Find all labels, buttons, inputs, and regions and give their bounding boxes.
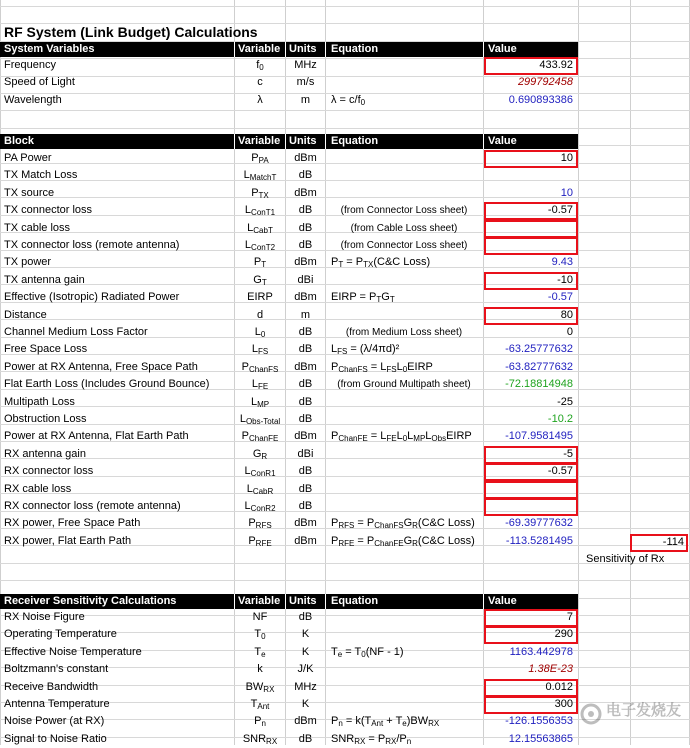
block-row-label: RX cable loss <box>4 483 72 495</box>
system-row-variable: c <box>257 76 263 88</box>
system-row-value: 299792458 <box>517 76 573 88</box>
system-row-unit: MHz <box>294 59 317 71</box>
receiver-sensitivity-header <box>0 594 578 609</box>
block-row-value: -107.9581495 <box>505 430 573 442</box>
block-row-variable: $L_{ConR2}$ <box>244 500 276 513</box>
block-row-label: RX power, Free Space Path <box>4 517 141 529</box>
receiver-row-value[interactable]: 0.012 <box>545 681 573 693</box>
header-equation: Equation <box>331 595 379 607</box>
block-row-unit: dBm <box>294 361 317 373</box>
block-row-variable: $L_{Obs-Total}$ <box>239 413 281 426</box>
receiver-row-label: Antenna Temperature <box>4 698 110 710</box>
receiver-row-unit: K <box>301 646 310 658</box>
receiver-row-value: -126.1556353 <box>505 715 573 727</box>
block-row-label: Free Space Loss <box>4 343 88 355</box>
block-row-variable: $P_{ChanFE}$ <box>241 430 279 443</box>
block-row-label: PA Power <box>4 152 52 164</box>
block-row-label: RX connector loss (remote antenna) <box>4 500 181 512</box>
block-row-equation <box>331 185 481 202</box>
header-value: Value <box>488 595 517 607</box>
watermark-text: 电子发烧友 <box>606 702 682 719</box>
receiver-row-unit: dB <box>298 733 313 745</box>
system-row-label: Wavelength <box>4 94 62 106</box>
receiver-row-equation: $SNR_{RX} = P_{RX}/P_n$ <box>331 733 412 746</box>
block-row-unit: dB <box>298 204 313 216</box>
system-row-label: Frequency <box>4 59 56 71</box>
block-row-equation <box>331 463 481 480</box>
receiver-row-value[interactable]: 300 <box>554 698 573 710</box>
receiver-row-variable: $BW_{RX}$ <box>245 681 275 694</box>
block-row-label: TX power <box>4 256 52 268</box>
header-equation: Equation <box>331 135 379 147</box>
block-row-variable: $P_{ChanFS}$ <box>241 361 279 374</box>
block-row-unit: dB <box>298 378 313 390</box>
block-row-label: RX antenna gain <box>4 448 86 460</box>
header-units: Units <box>289 595 317 607</box>
block-row-value[interactable] <box>484 498 573 515</box>
header-section: System Variables <box>4 43 95 55</box>
header-value: Value <box>488 43 517 55</box>
block-row-variable: $G_T$ <box>253 274 267 287</box>
sensitivity-label: Sensitivity of Rx <box>586 553 665 565</box>
receiver-row-equation: $T_e = T_0(NF - 1)$ <box>331 646 404 659</box>
receiver-row-unit: J/K <box>297 663 314 675</box>
sheet-title: RF System (Link Budget) Calculations <box>4 24 258 40</box>
block-row-variable: $P_{TX}$ <box>251 187 269 200</box>
receiver-row-variable: $SNR_{RX}$ <box>242 733 278 746</box>
block-row-variable: $G_R$ <box>252 448 268 461</box>
header-units: Units <box>289 43 317 55</box>
receiver-row-value: 1.38E-23 <box>528 663 573 675</box>
system-row-equation <box>331 74 481 91</box>
block-row-variable: $L_{ConR1}$ <box>244 465 276 478</box>
block-row-equation: (from Connector Loss sheet) <box>340 205 468 216</box>
block-row-unit: dB <box>298 396 313 408</box>
receiver-row-variable: $T_e$ <box>254 646 266 659</box>
block-row-variable: $P_{PA}$ <box>251 152 269 165</box>
receiver-row-label: Noise Power (at RX) <box>4 715 105 727</box>
block-row-unit: dBm <box>294 535 317 547</box>
block-row-variable: $L_{ConT2}$ <box>244 239 276 252</box>
sensitivity-value[interactable]: -114 <box>662 536 684 548</box>
receiver-row-variable: $T_0$ <box>254 628 266 641</box>
receiver-row-value[interactable]: 7 <box>566 611 573 623</box>
block-row-unit: dBi <box>297 448 314 460</box>
block-row-label: Channel Medium Loss Factor <box>4 326 148 338</box>
receiver-row-label: Effective Noise Temperature <box>4 646 142 658</box>
system-row-value[interactable]: 433.92 <box>539 59 573 71</box>
block-row-unit: dB <box>298 239 313 251</box>
block-row-value: 9.43 <box>551 256 573 268</box>
block-row-value[interactable] <box>484 481 573 498</box>
block-row-label: TX connector loss (remote antenna) <box>4 239 180 251</box>
block-row-value[interactable]: -0.57 <box>547 204 573 216</box>
block-row-value: -63.82777632 <box>505 361 573 373</box>
block-row-unit: dB <box>298 169 313 181</box>
block-row-variable: $P_{RFE}$ <box>248 535 272 548</box>
block-row-equation: $P_{RFE}$ = $P_{ChanFE}G_R(C\&C$ Loss) <box>331 535 475 548</box>
receiver-row-value: 12.15563865 <box>508 733 573 745</box>
block-row-equation <box>331 481 481 498</box>
receiver-row-equation <box>331 609 481 626</box>
receiver-row-label: Boltzmann's constant <box>4 663 109 675</box>
block-row-label: TX connector loss <box>4 204 93 216</box>
block-row-equation: $L_{FS} = (\lambda/4\pi d)^2$ <box>331 343 400 356</box>
block-row-equation <box>331 150 481 167</box>
block-row-unit: dB <box>298 413 313 425</box>
block-row-value: 0 <box>566 326 573 338</box>
block-row-unit: dBm <box>294 430 317 442</box>
block-row-label: TX Match Loss <box>4 169 78 181</box>
system-row-value: 0.690893386 <box>508 94 573 106</box>
block-row-variable: d <box>256 309 264 321</box>
block-row-value[interactable]: -10 <box>557 274 573 286</box>
block-row-unit: dB <box>298 343 313 355</box>
block-row-equation: (from Medium Loss sheet) <box>345 327 463 338</box>
block-row-equation <box>331 307 481 324</box>
block-row-label: Power at RX Antenna, Flat Earth Path <box>4 430 189 442</box>
block-row-label: TX source <box>4 187 55 199</box>
block-row-label: Power at RX Antenna, Free Space Path <box>4 361 198 373</box>
block-row-unit: dBm <box>294 187 317 199</box>
block-row-value: -113.5281495 <box>505 535 573 547</box>
block-row-variable: $P_{RFS}$ <box>248 517 272 530</box>
receiver-row-equation <box>331 661 481 678</box>
block-row-label: Obstruction Loss <box>4 413 87 425</box>
block-row-unit: dBm <box>294 291 317 303</box>
block-row-value: 10 <box>560 187 573 199</box>
block-row-variable: $L_{ConT1}$ <box>244 204 276 217</box>
block-row-unit: dB <box>298 500 313 512</box>
receiver-row-label: Signal to Noise Ratio <box>4 733 107 745</box>
system-row-label: Speed of Light <box>4 76 75 88</box>
block-row-unit: dB <box>298 222 313 234</box>
block-row-equation: (from Cable Loss sheet) <box>350 223 458 234</box>
block-row-label: TX antenna gain <box>4 274 85 286</box>
block-row-unit: dB <box>298 465 313 477</box>
block-row-unit: dB <box>298 326 313 338</box>
receiver-row-equation <box>331 626 481 643</box>
block-row-label: Multipath Loss <box>4 396 75 408</box>
block-row-value[interactable] <box>484 220 573 237</box>
block-row-equation <box>331 272 481 289</box>
header-units: Units <box>289 135 317 147</box>
block-row-value: -63.25777632 <box>505 343 573 355</box>
block-row-unit: dBm <box>294 256 317 268</box>
system-variables-header <box>0 42 578 57</box>
block-header <box>0 134 578 149</box>
receiver-row-variable: $P_n$ <box>254 715 266 728</box>
block-row-unit: m <box>300 309 311 321</box>
receiver-row-variable: $T_{Ant}$ <box>250 698 270 711</box>
receiver-row-equation <box>331 696 481 713</box>
receiver-row-unit: K <box>301 698 310 710</box>
header-value: Value <box>488 135 517 147</box>
block-row-unit: dBi <box>297 274 314 286</box>
block-row-value: -72.18814948 <box>505 378 573 390</box>
block-row-variable: $L_{FE}$ <box>251 378 269 391</box>
system-row-unit: m <box>300 94 311 106</box>
header-section: Block <box>4 135 34 147</box>
block-row-variable: $P_T$ <box>253 256 267 269</box>
block-row-equation: $P_{ChanFE}$ = $L_{FE}L_0L_{MP}L_{Obs}EIRP$ <box>331 430 472 443</box>
block-row-unit: dBm <box>294 517 317 529</box>
receiver-row-unit: dB <box>298 611 313 623</box>
system-row-variable: $f_0$ <box>256 59 264 72</box>
block-row-equation: (from Connector Loss sheet) <box>340 240 468 251</box>
header-variable: Variable <box>238 135 281 147</box>
block-row-equation <box>331 167 481 184</box>
block-row-variable: $L_{MP}$ <box>250 396 270 409</box>
block-row-variable: $L_{CabT}$ <box>247 222 273 235</box>
block-row-label: TX cable loss <box>4 222 71 234</box>
block-row-value: -0.57 <box>547 291 573 303</box>
block-row-equation: EIRP = $P_TG_T$ <box>331 291 395 304</box>
receiver-row-label: Receive Bandwidth <box>4 681 99 693</box>
block-row-variable: $L_0$ <box>254 326 266 339</box>
receiver-row-value[interactable]: 290 <box>554 628 573 640</box>
system-row-equation: $\lambda = c/f_0$ <box>331 94 366 107</box>
receiver-row-unit: K <box>301 628 310 640</box>
block-row-value[interactable]: -5 <box>563 448 573 460</box>
system-row-equation <box>331 57 481 74</box>
receiver-row-variable: NF <box>252 611 268 623</box>
block-row-value: -25 <box>557 396 573 408</box>
block-row-equation: (from Ground Multipath sheet) <box>337 379 471 390</box>
block-row-variable: $L_{MatchT}$ <box>243 169 277 182</box>
system-row-variable: λ <box>257 94 263 106</box>
block-row-value <box>484 167 573 184</box>
header-variable: Variable <box>238 595 281 607</box>
block-row-equation: $P_{ChanFS}$ = $L_{FS}L_0EIRP$ <box>331 361 433 374</box>
receiver-row-equation <box>331 679 481 696</box>
block-row-variable: EIRP <box>247 291 273 303</box>
block-row-label: Effective (Isotropic) Radiated Power <box>4 291 180 303</box>
block-row-equation: $P_{RFS}$ = $P_{ChanFS}G_R(C\&C$ Loss) <box>331 517 475 530</box>
receiver-row-equation: $P_n = k(T_{Ant} + T_e)BW_{RX}$ <box>331 715 440 728</box>
header-variable: Variable <box>238 43 281 55</box>
block-row-value[interactable]: 10 <box>560 152 573 164</box>
receiver-row-variable: k <box>257 663 263 675</box>
block-row-value[interactable]: 80 <box>560 309 573 321</box>
block-row-label: RX connector loss <box>4 465 94 477</box>
block-row-variable: $L_{FS}$ <box>251 343 269 356</box>
block-row-value[interactable]: -0.57 <box>547 465 573 477</box>
block-row-label: Flat Earth Loss (Includes Ground Bounce) <box>4 378 210 390</box>
receiver-row-unit: dBm <box>294 715 317 727</box>
block-row-value[interactable] <box>484 237 573 254</box>
block-row-unit: dBm <box>294 152 317 164</box>
block-row-label: RX power, Flat Earth Path <box>4 535 132 547</box>
block-row-label: Distance <box>4 309 47 321</box>
receiver-row-unit: MHz <box>294 681 317 693</box>
block-row-unit: dB <box>298 483 313 495</box>
receiver-row-label: RX Noise Figure <box>4 611 85 623</box>
block-row-equation <box>331 446 481 463</box>
receiver-row-value: 1163.442978 <box>509 646 573 658</box>
block-row-variable: $L_{CabR}$ <box>246 483 274 496</box>
block-row-equation <box>331 394 481 411</box>
system-row-unit: m/s <box>296 76 315 88</box>
block-row-equation <box>331 411 481 428</box>
block-row-value: -10.2 <box>547 413 573 425</box>
block-row-equation <box>331 498 481 515</box>
header-section: Receiver Sensitivity Calculations <box>4 595 177 607</box>
block-row-value: -69.39777632 <box>505 517 573 529</box>
block-row-equation: $P_T$ = $P_{TX}(C\&C$ Loss) <box>331 256 431 269</box>
receiver-row-label: Operating Temperature <box>4 628 117 640</box>
header-equation: Equation <box>331 43 379 55</box>
